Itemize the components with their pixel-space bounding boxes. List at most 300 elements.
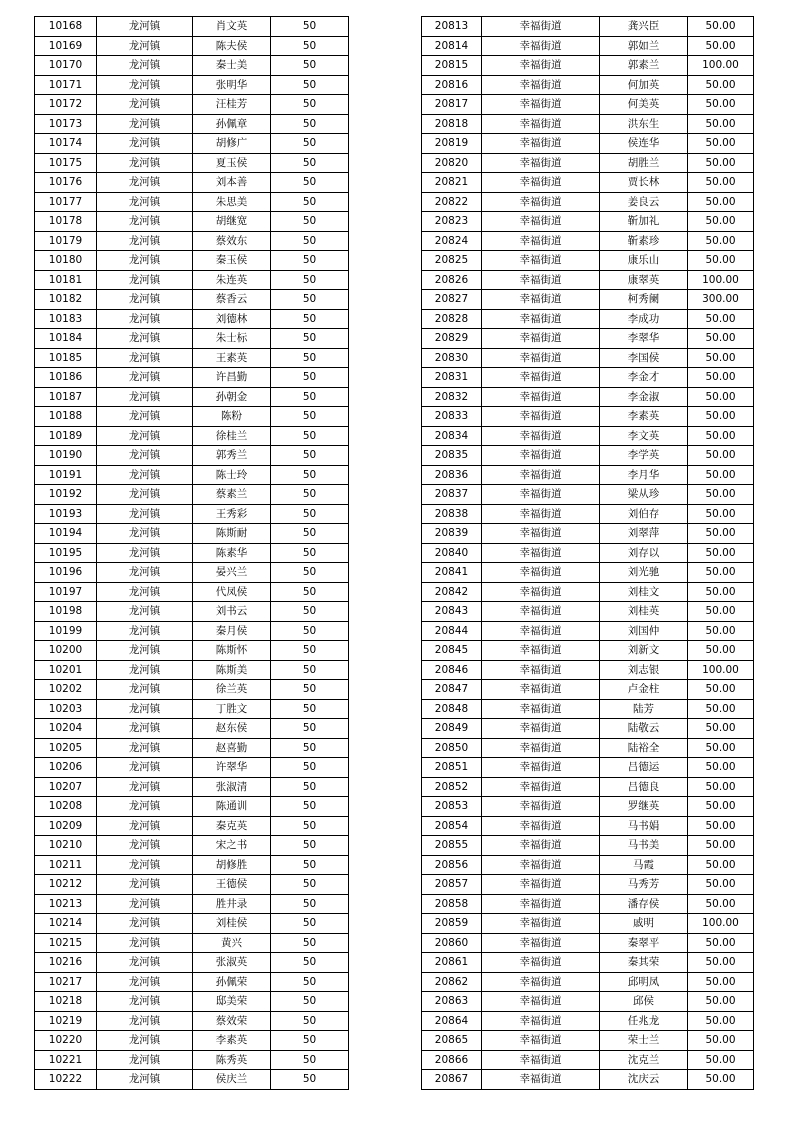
cell-id: 20847 xyxy=(422,680,482,700)
table-row xyxy=(422,173,754,193)
cell-id: 10192 xyxy=(35,485,97,505)
cell-id: 10219 xyxy=(35,1011,97,1031)
cell-name: 朱士标 xyxy=(193,329,271,349)
cell-name: 陈素华 xyxy=(193,543,271,563)
cell-amount: 50 xyxy=(271,875,349,895)
cell-name: 张淑英 xyxy=(193,953,271,973)
cell-town: 龙河镇 xyxy=(97,758,193,778)
table-row xyxy=(422,387,754,407)
cell-id: 20855 xyxy=(422,836,482,856)
cell-name: 戚明 xyxy=(600,914,688,934)
cell-amount: 50 xyxy=(271,75,349,95)
table-row xyxy=(35,836,349,856)
cell-amount: 50 xyxy=(271,348,349,368)
cell-name: 陈斯怀 xyxy=(193,641,271,661)
cell-amount: 50.00 xyxy=(688,699,754,719)
cell-name: 吕德运 xyxy=(600,758,688,778)
cell-town: 幸福街道 xyxy=(482,134,600,154)
table-row xyxy=(35,777,349,797)
cell-town: 龙河镇 xyxy=(97,329,193,349)
cell-id: 20827 xyxy=(422,290,482,310)
cell-amount: 100.00 xyxy=(688,660,754,680)
cell-name: 陈斯耐 xyxy=(193,524,271,544)
cell-town: 龙河镇 xyxy=(97,36,193,56)
cell-id: 10222 xyxy=(35,1070,97,1090)
cell-town: 龙河镇 xyxy=(97,875,193,895)
cell-id: 10201 xyxy=(35,660,97,680)
cell-name: 丁胜文 xyxy=(193,699,271,719)
cell-id: 10200 xyxy=(35,641,97,661)
cell-town: 龙河镇 xyxy=(97,426,193,446)
cell-town: 幸福街道 xyxy=(482,348,600,368)
cell-id: 10197 xyxy=(35,582,97,602)
cell-town: 龙河镇 xyxy=(97,485,193,505)
cell-town: 幸福街道 xyxy=(482,992,600,1012)
table-row xyxy=(35,953,349,973)
table-row xyxy=(35,1050,349,1070)
cell-id: 20822 xyxy=(422,192,482,212)
right-table-body xyxy=(422,17,754,1090)
table-row xyxy=(35,446,349,466)
cell-town: 龙河镇 xyxy=(97,524,193,544)
cell-amount: 50 xyxy=(271,368,349,388)
cell-amount: 50.00 xyxy=(688,1070,754,1090)
cell-town: 龙河镇 xyxy=(97,134,193,154)
cell-id: 20840 xyxy=(422,543,482,563)
cell-amount: 50 xyxy=(271,621,349,641)
cell-town: 幸福街道 xyxy=(482,1031,600,1051)
cell-amount: 50 xyxy=(271,270,349,290)
cell-town: 幸福街道 xyxy=(482,738,600,758)
cell-town: 龙河镇 xyxy=(97,387,193,407)
cell-town: 幸福街道 xyxy=(482,836,600,856)
cell-town: 龙河镇 xyxy=(97,231,193,251)
cell-town: 幸福街道 xyxy=(482,95,600,115)
table-row xyxy=(422,504,754,524)
cell-amount: 50.00 xyxy=(688,485,754,505)
cell-town: 幸福街道 xyxy=(482,1070,600,1090)
cell-id: 20842 xyxy=(422,582,482,602)
cell-town: 幸福街道 xyxy=(482,582,600,602)
cell-amount: 50.00 xyxy=(688,680,754,700)
cell-id: 20834 xyxy=(422,426,482,446)
cell-name: 靳素珍 xyxy=(600,231,688,251)
cell-amount: 100.00 xyxy=(688,56,754,76)
cell-amount: 50.00 xyxy=(688,309,754,329)
table-row xyxy=(35,816,349,836)
cell-id: 10181 xyxy=(35,270,97,290)
cell-id: 20859 xyxy=(422,914,482,934)
cell-name: 龚兴臣 xyxy=(600,17,688,37)
cell-id: 10210 xyxy=(35,836,97,856)
cell-town: 龙河镇 xyxy=(97,153,193,173)
table-row xyxy=(35,563,349,583)
table-row xyxy=(35,192,349,212)
cell-town: 幸福街道 xyxy=(482,329,600,349)
table-row xyxy=(35,368,349,388)
cell-town: 龙河镇 xyxy=(97,95,193,115)
table-row xyxy=(35,972,349,992)
cell-amount: 50 xyxy=(271,290,349,310)
table-row xyxy=(422,680,754,700)
cell-name: 陆芳 xyxy=(600,699,688,719)
cell-id: 20815 xyxy=(422,56,482,76)
cell-id: 10176 xyxy=(35,173,97,193)
table-row xyxy=(422,524,754,544)
cell-id: 10189 xyxy=(35,426,97,446)
table-row xyxy=(422,290,754,310)
cell-town: 幸福街道 xyxy=(482,504,600,524)
cell-name: 蔡效东 xyxy=(193,231,271,251)
cell-amount: 50.00 xyxy=(688,738,754,758)
cell-id: 20843 xyxy=(422,602,482,622)
cell-amount: 50 xyxy=(271,17,349,37)
cell-id: 20820 xyxy=(422,153,482,173)
cell-name: 马秀芳 xyxy=(600,875,688,895)
cell-id: 20846 xyxy=(422,660,482,680)
table-row xyxy=(35,602,349,622)
cell-town: 幸福街道 xyxy=(482,407,600,427)
cell-amount: 50 xyxy=(271,699,349,719)
cell-town: 龙河镇 xyxy=(97,641,193,661)
cell-amount: 50.00 xyxy=(688,953,754,973)
cell-amount: 50 xyxy=(271,309,349,329)
cell-amount: 100.00 xyxy=(688,914,754,934)
cell-town: 龙河镇 xyxy=(97,465,193,485)
cell-town: 幸福街道 xyxy=(482,660,600,680)
table-row xyxy=(422,992,754,1012)
table-row xyxy=(35,387,349,407)
cell-name: 荣士兰 xyxy=(600,1031,688,1051)
cell-amount: 50 xyxy=(271,1031,349,1051)
cell-amount: 50 xyxy=(271,680,349,700)
cell-amount: 50.00 xyxy=(688,1011,754,1031)
cell-town: 龙河镇 xyxy=(97,192,193,212)
cell-amount: 50 xyxy=(271,387,349,407)
cell-name: 邸美荣 xyxy=(193,992,271,1012)
cell-town: 龙河镇 xyxy=(97,972,193,992)
cell-id: 20818 xyxy=(422,114,482,134)
cell-town: 幸福街道 xyxy=(482,602,600,622)
cell-id: 10194 xyxy=(35,524,97,544)
cell-amount: 50.00 xyxy=(688,212,754,232)
cell-town: 幸福街道 xyxy=(482,855,600,875)
cell-town: 幸福街道 xyxy=(482,1050,600,1070)
cell-town: 龙河镇 xyxy=(97,348,193,368)
cell-id: 20831 xyxy=(422,368,482,388)
cell-amount: 50 xyxy=(271,738,349,758)
cell-amount: 50 xyxy=(271,933,349,953)
cell-name: 陈斯美 xyxy=(193,660,271,680)
cell-amount: 50 xyxy=(271,1070,349,1090)
table-row xyxy=(35,894,349,914)
table-row xyxy=(35,641,349,661)
table-row xyxy=(35,621,349,641)
cell-amount: 50 xyxy=(271,602,349,622)
table-row xyxy=(35,680,349,700)
cell-town: 龙河镇 xyxy=(97,992,193,1012)
cell-id: 20817 xyxy=(422,95,482,115)
cell-name: 肖文英 xyxy=(193,17,271,37)
cell-id: 10213 xyxy=(35,894,97,914)
cell-town: 幸福街道 xyxy=(482,621,600,641)
table-row xyxy=(422,270,754,290)
cell-id: 10205 xyxy=(35,738,97,758)
cell-name: 胡修胜 xyxy=(193,855,271,875)
cell-town: 龙河镇 xyxy=(97,953,193,973)
left-table xyxy=(34,16,349,1090)
table-row xyxy=(422,348,754,368)
table-row xyxy=(35,660,349,680)
table-row xyxy=(422,95,754,115)
cell-amount: 50 xyxy=(271,524,349,544)
cell-town: 龙河镇 xyxy=(97,114,193,134)
cell-name: 李月华 xyxy=(600,465,688,485)
cell-town: 龙河镇 xyxy=(97,75,193,95)
table-row xyxy=(422,1031,754,1051)
cell-town: 龙河镇 xyxy=(97,855,193,875)
cell-id: 20829 xyxy=(422,329,482,349)
cell-amount: 50 xyxy=(271,446,349,466)
cell-name: 代凤侯 xyxy=(193,582,271,602)
cell-town: 幸福街道 xyxy=(482,543,600,563)
cell-id: 10183 xyxy=(35,309,97,329)
cell-id: 20845 xyxy=(422,641,482,661)
cell-town: 幸福街道 xyxy=(482,231,600,251)
cell-id: 20862 xyxy=(422,972,482,992)
cell-town: 幸福街道 xyxy=(482,777,600,797)
cell-id: 10206 xyxy=(35,758,97,778)
cell-amount: 50 xyxy=(271,660,349,680)
cell-id: 20853 xyxy=(422,797,482,817)
cell-name: 李成功 xyxy=(600,309,688,329)
cell-name: 吕德良 xyxy=(600,777,688,797)
cell-amount: 50.00 xyxy=(688,1050,754,1070)
cell-id: 10174 xyxy=(35,134,97,154)
table-row xyxy=(35,36,349,56)
cell-town: 龙河镇 xyxy=(97,836,193,856)
cell-id: 20828 xyxy=(422,309,482,329)
table-row xyxy=(35,251,349,271)
table-row xyxy=(35,56,349,76)
table-row xyxy=(35,485,349,505)
cell-name: 刘桂侯 xyxy=(193,914,271,934)
table-row xyxy=(422,1050,754,1070)
cell-id: 20838 xyxy=(422,504,482,524)
cell-amount: 50 xyxy=(271,212,349,232)
table-row xyxy=(422,231,754,251)
cell-amount: 50.00 xyxy=(688,251,754,271)
cell-town: 龙河镇 xyxy=(97,602,193,622)
cell-name: 李翠华 xyxy=(600,329,688,349)
cell-amount: 50 xyxy=(271,426,349,446)
table-row xyxy=(422,56,754,76)
table-row xyxy=(422,192,754,212)
table-row xyxy=(422,75,754,95)
cell-name: 姜良云 xyxy=(600,192,688,212)
cell-id: 10196 xyxy=(35,563,97,583)
cell-town: 龙河镇 xyxy=(97,1070,193,1090)
cell-amount: 50 xyxy=(271,56,349,76)
cell-amount: 50 xyxy=(271,504,349,524)
cell-name: 胜井录 xyxy=(193,894,271,914)
cell-id: 10185 xyxy=(35,348,97,368)
table-row xyxy=(35,426,349,446)
cell-amount: 50 xyxy=(271,797,349,817)
table-row xyxy=(422,621,754,641)
cell-amount: 50 xyxy=(271,173,349,193)
cell-name: 侯庆兰 xyxy=(193,1070,271,1090)
cell-amount: 50 xyxy=(271,894,349,914)
table-row xyxy=(35,797,349,817)
cell-amount: 50.00 xyxy=(688,797,754,817)
cell-amount: 50 xyxy=(271,777,349,797)
cell-amount: 50 xyxy=(271,329,349,349)
cell-amount: 50.00 xyxy=(688,114,754,134)
cell-id: 10178 xyxy=(35,212,97,232)
table-row xyxy=(422,426,754,446)
cell-amount: 50 xyxy=(271,582,349,602)
cell-name: 秦玉侯 xyxy=(193,251,271,271)
cell-town: 龙河镇 xyxy=(97,660,193,680)
cell-town: 龙河镇 xyxy=(97,212,193,232)
cell-town: 龙河镇 xyxy=(97,504,193,524)
cell-name: 刘桂文 xyxy=(600,582,688,602)
table-row xyxy=(422,134,754,154)
cell-name: 邱明凤 xyxy=(600,972,688,992)
cell-name: 贾长林 xyxy=(600,173,688,193)
cell-name: 黄兴 xyxy=(193,933,271,953)
table-row xyxy=(422,719,754,739)
cell-town: 幸福街道 xyxy=(482,524,600,544)
table-row xyxy=(422,1070,754,1090)
cell-amount: 50 xyxy=(271,972,349,992)
cell-name: 张明华 xyxy=(193,75,271,95)
cell-name: 马霞 xyxy=(600,855,688,875)
cell-amount: 50 xyxy=(271,485,349,505)
cell-name: 刘伯存 xyxy=(600,504,688,524)
cell-name: 刘光驰 xyxy=(600,563,688,583)
cell-id: 10202 xyxy=(35,680,97,700)
cell-id: 20826 xyxy=(422,270,482,290)
cell-town: 龙河镇 xyxy=(97,17,193,37)
cell-town: 龙河镇 xyxy=(97,816,193,836)
cell-town: 龙河镇 xyxy=(97,894,193,914)
right-table xyxy=(421,16,754,1090)
cell-name: 沈克兰 xyxy=(600,1050,688,1070)
cell-amount: 50.00 xyxy=(688,368,754,388)
cell-amount: 50 xyxy=(271,134,349,154)
table-row xyxy=(422,816,754,836)
cell-amount: 50.00 xyxy=(688,719,754,739)
table-row xyxy=(422,972,754,992)
cell-amount: 50.00 xyxy=(688,134,754,154)
cell-id: 20851 xyxy=(422,758,482,778)
cell-amount: 50.00 xyxy=(688,582,754,602)
cell-amount: 50.00 xyxy=(688,446,754,466)
cell-name: 孙佩荣 xyxy=(193,972,271,992)
cell-name: 罗继英 xyxy=(600,797,688,817)
cell-town: 龙河镇 xyxy=(97,777,193,797)
table-row xyxy=(35,407,349,427)
cell-id: 20863 xyxy=(422,992,482,1012)
table-row xyxy=(422,894,754,914)
cell-town: 幸福街道 xyxy=(482,465,600,485)
cell-id: 10168 xyxy=(35,17,97,37)
cell-town: 龙河镇 xyxy=(97,699,193,719)
cell-name: 朱思美 xyxy=(193,192,271,212)
cell-name: 赵东侯 xyxy=(193,719,271,739)
cell-name: 邱侯 xyxy=(600,992,688,1012)
table-row xyxy=(35,699,349,719)
cell-name: 孙朝金 xyxy=(193,387,271,407)
table-row xyxy=(35,17,349,37)
cell-town: 幸福街道 xyxy=(482,368,600,388)
cell-name: 潘存侯 xyxy=(600,894,688,914)
table-row xyxy=(422,602,754,622)
cell-id: 10169 xyxy=(35,36,97,56)
cell-amount: 50 xyxy=(271,719,349,739)
cell-name: 李素英 xyxy=(193,1031,271,1051)
table-row xyxy=(35,1011,349,1031)
table-row xyxy=(35,212,349,232)
cell-town: 龙河镇 xyxy=(97,621,193,641)
cell-id: 20825 xyxy=(422,251,482,271)
cell-town: 幸福街道 xyxy=(482,36,600,56)
cell-id: 20867 xyxy=(422,1070,482,1090)
cell-name: 何加英 xyxy=(600,75,688,95)
cell-name: 沈庆云 xyxy=(600,1070,688,1090)
cell-town: 龙河镇 xyxy=(97,1031,193,1051)
cell-name: 蔡香云 xyxy=(193,290,271,310)
cell-amount: 50.00 xyxy=(688,1031,754,1051)
table-row xyxy=(35,134,349,154)
cell-id: 10215 xyxy=(35,933,97,953)
cell-town: 幸福街道 xyxy=(482,914,600,934)
cell-id: 10204 xyxy=(35,719,97,739)
cell-id: 20844 xyxy=(422,621,482,641)
cell-id: 10220 xyxy=(35,1031,97,1051)
table-row xyxy=(422,738,754,758)
table-row xyxy=(422,446,754,466)
cell-amount: 50.00 xyxy=(688,816,754,836)
table-row xyxy=(422,641,754,661)
cell-id: 10203 xyxy=(35,699,97,719)
cell-id: 20837 xyxy=(422,485,482,505)
cell-id: 20823 xyxy=(422,212,482,232)
table-row xyxy=(35,153,349,173)
table-row xyxy=(422,855,754,875)
table-row xyxy=(422,933,754,953)
table-row xyxy=(35,231,349,251)
cell-name: 孙佩章 xyxy=(193,114,271,134)
cell-amount: 50 xyxy=(271,758,349,778)
table-row xyxy=(35,173,349,193)
cell-town: 幸福街道 xyxy=(482,75,600,95)
cell-id: 20860 xyxy=(422,933,482,953)
table-row xyxy=(422,114,754,134)
cell-amount: 50 xyxy=(271,36,349,56)
cell-id: 20835 xyxy=(422,446,482,466)
cell-amount: 50 xyxy=(271,992,349,1012)
table-row xyxy=(35,914,349,934)
table-row xyxy=(422,407,754,427)
cell-id: 10198 xyxy=(35,602,97,622)
cell-name: 刘国仲 xyxy=(600,621,688,641)
cell-town: 龙河镇 xyxy=(97,543,193,563)
cell-id: 20836 xyxy=(422,465,482,485)
cell-id: 10195 xyxy=(35,543,97,563)
